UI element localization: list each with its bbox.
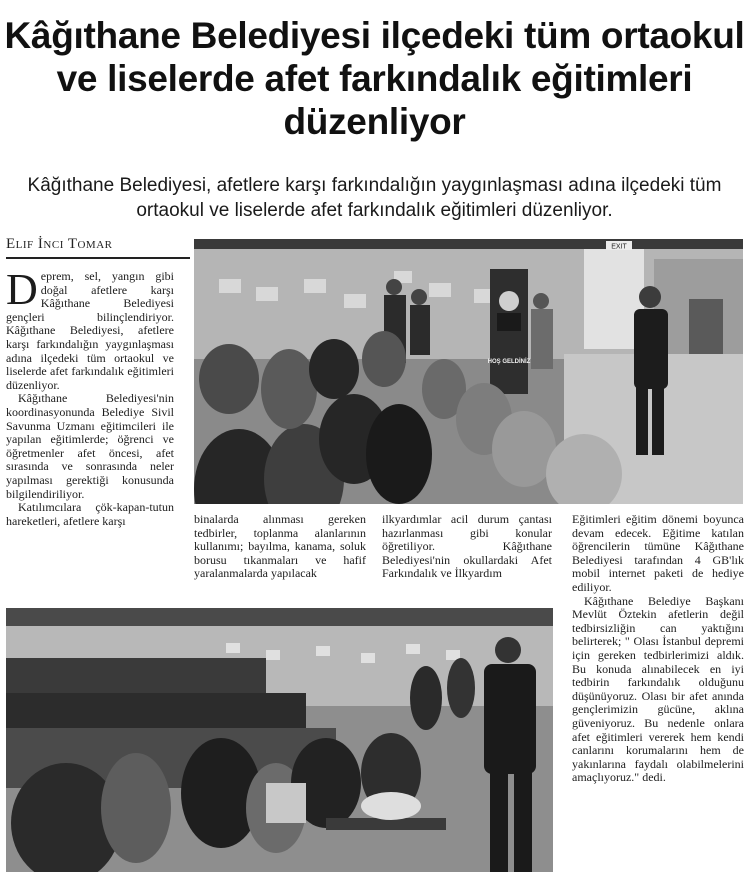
- article-column-3: ilkyardımlar acil durum çantası hazırlanması gibi konular öğretiliyor. Kâğıthane Belediyesi'nin okullardaki Afet Farkındalık ve İlkyardım: [382, 512, 552, 581]
- paragraph-1-text: eprem, sel, yangın gibi doğal afetlere karşı Kâğıthane Belediyesi gençleri bilinçlendiriyor. Kâğıthane Belediyesi, afetlere karşı farkındalığın yaygınlaşması adına ilçedeki tüm ortaokul ve liselerde afet farkındalık eğitimleri düzenliyor.: [6, 269, 174, 392]
- byline: Elif İnci Tomar: [6, 236, 190, 259]
- photo-classroom-speaker: [194, 239, 743, 504]
- photo-auditorium-audience: [6, 608, 553, 872]
- drop-cap: D: [6, 265, 38, 314]
- paragraph-1: [6, 265, 174, 392]
- banner-text: HOŞ GELDİNİZ: [487, 359, 531, 365]
- article-column-2: binalarda alınması gereken tedbirler, toplanma alanlarının kullanımı; bayılma, kanama, soluk borusu tıkanmaları ve hafif yaralanmalarda yapılacak: [194, 512, 366, 581]
- photo-bottom-illustration: [6, 608, 553, 872]
- col4-paragraph-2: Kâğıthane Belediye Başkanı Mevlüt Öztekin afetlerin değil tedbirsizliğin can yaktığını belirterek; " Olası İstanbul depremi için gereken tedbirlerimizi aldık. Bu konuda alınabilecek en iyi tedbirin farkındalık olduğunu düşünüyoruz. Olası bir afet anında gençlerimizin gücüne, aklına güveniyoruz. Bu nedenle onlara afet eğitimleri vererek hem kendi canlarını korumalarını hem de yakınlarına faydalı olabilmelerini amaçlıyoruz." dedi.: [572, 593, 744, 785]
- article-column-4: [572, 513, 744, 785]
- paragraph-2: Kâğıthane Belediyesi'nin koordinasyonunda Belediye Sivil Savunma Uzmanı eğitimcileri ile yapılan eğitimlerde; öğrenci ve öğretmenler afet öncesi, afet sırasında ve sonrasında neler yapılması gerektiği konusunda bilgilendiriliyor.: [6, 391, 174, 501]
- exit-sign-text: EXIT: [611, 243, 627, 251]
- headline: Kâğıthane Belediyesi ilçedeki tüm ortaokul ve liselerde afet farkındalık eğitimleri düzenliyor: [4, 15, 745, 142]
- deck-subtitle: Kâğıthane Belediyesi, afetlere karşı farkındalığın yaygınlaşması adına ilçedeki tüm ortaokul ve liselerde afet farkındalık eğitimleri düzenliyor.: [27, 175, 722, 221]
- col4-paragraph-1: Eğitimleri eğitim dönemi boyunca devam edecek. Eğitime katılan öğrencilerin tümüne Kâğıthane Belediyesi tarafından 4 GB'lık mobil internet paketi de hediye ediliyor.: [572, 512, 744, 594]
- paragraph-3: Katılımcılara çök-kapan-tutun hareketleri, afetlere karşı: [6, 500, 174, 528]
- article-column-1: [6, 265, 174, 528]
- photo-top-illustration: [194, 239, 743, 504]
